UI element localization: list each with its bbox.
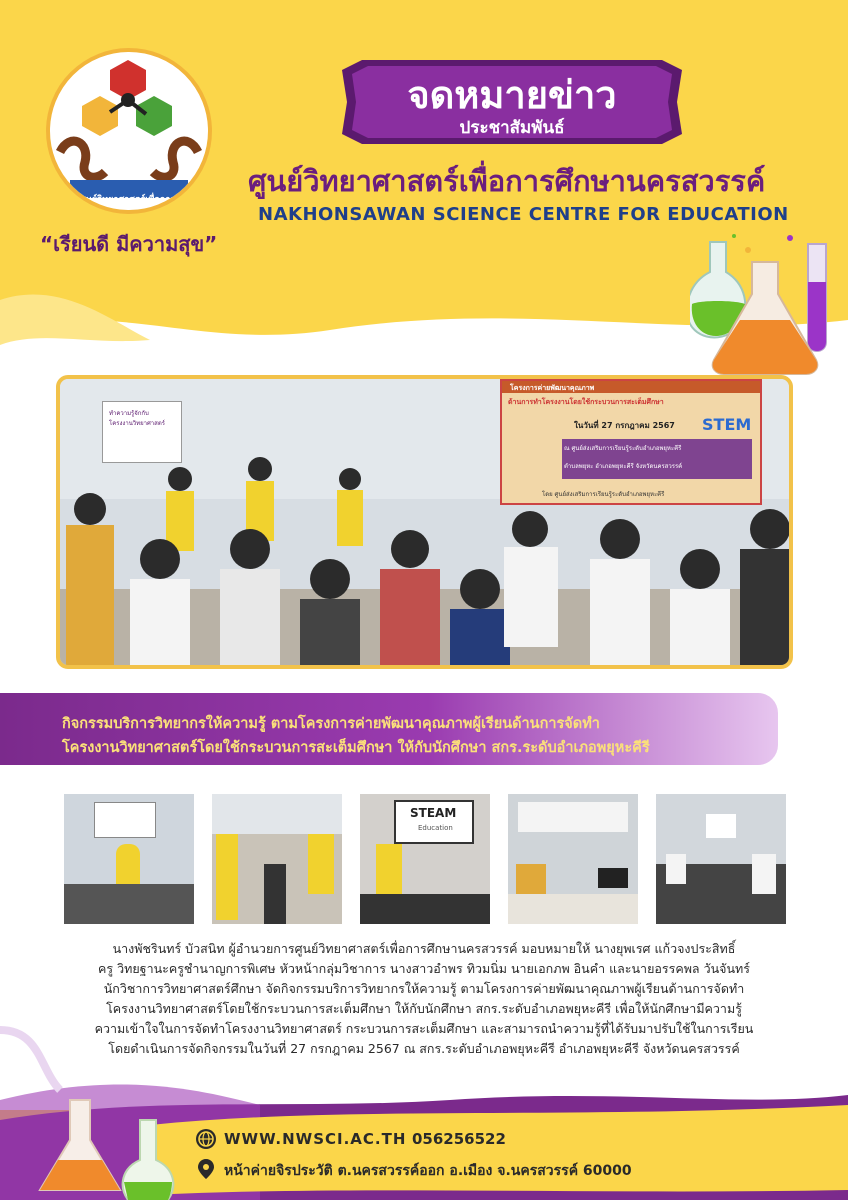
gallery-photo-1 xyxy=(61,791,197,927)
org-name-en: NAKHONSAWAN SCIENCE CENTRE FOR EDUCATION xyxy=(258,204,789,225)
slide-title-2: โครงงานวิทยาศาสตร์ xyxy=(109,420,165,427)
body-line: โครงงานวิทยาศาสตร์โดยใช้กระบวนการสะเต็มศึกษา ให้กับนักศึกษา สกร.ระดับอำเภอพยุหะคีรี เพื่อให้นักศึกษามีความรู้ xyxy=(106,1001,742,1016)
gallery-photo-4 xyxy=(505,791,641,927)
banner-place: ณ ศูนย์ส่งเสริมการเรียนรู้ระดับอำเภอพยุหะคีรี xyxy=(564,445,682,452)
banner-date: ในวันที่ 27 กรกฎาคม 2567 xyxy=(574,421,675,430)
banner-line-2: ด้านการทำโครงงานโดยใช้กระบวนการสะเต็มศึกษา xyxy=(508,398,664,406)
steam-label: STEAM xyxy=(410,806,457,820)
address: หน้าค่ายจิรประวัติ ต.นครสวรรค์ออก อ.เมือง จ.นครสวรรค์ 60000 xyxy=(224,1163,632,1179)
banner-place-2: ตำบลพยุหะ อำเภอพยุหะคีรี จังหวัดนครสวรรค์ xyxy=(564,463,683,470)
body-line: ครู วิทยฐานะครูชำนาญการพิเศษ หัวหน้ากลุ่มวิชาการ นางสาวอำพร ทิวมนิ่ม นายเอกภพ อินคำ และนายอรรคพล วันจันทร์ xyxy=(98,961,750,976)
gallery-photo-2 xyxy=(209,791,345,927)
body-line: ความเข้าใจในการจัดทำโครงงานวิทยาศาสตร์ กระบวนการสะเต็มศึกษา และสามารถนำความรู้ที่ได้รับมาปรับใช้ในการเรียน xyxy=(94,1021,754,1036)
steam-screen xyxy=(394,800,474,844)
globe-icon xyxy=(196,1129,216,1149)
body-line: นักวิชาการวิทยาศาสตร์ศึกษา จัดกิจกรรมบริการวิทยากรให้ความรู้ ตามโครงการค่ายพัฒนาคุณภาพผู้เรียนด้านการจัดทำ xyxy=(103,981,745,996)
headline-line-1: กิจกรรมบริการวิทยากรให้ความรู้ ตามโครงการค่ายพัฒนาคุณภาพผู้เรียนด้านการจัดทำ xyxy=(62,716,600,732)
phone-number: 056256522 xyxy=(412,1130,506,1148)
logo xyxy=(46,48,212,214)
location-pin-icon xyxy=(196,1158,216,1180)
body-line: โดยดำเนินการจัดกิจกรรมในวันที่ 27 กรกฎาคม 2567 ณ สกร.ระดับอำเภอพยุหะคีรี อำเภอพยุหะคีรี จังหวัดนครสวรรค์ xyxy=(108,1041,740,1056)
newsletter-banner xyxy=(342,60,682,144)
gallery-photo-5 xyxy=(653,791,789,927)
banner-line-1: โครงการค่ายพัฒนาคุณภาพ xyxy=(510,384,595,392)
slide-title-1: ทำความรู้จักกับ xyxy=(109,410,149,417)
gallery-photo-3 xyxy=(357,791,493,927)
website-link[interactable]: WWW.NWSCI.AC.TH xyxy=(224,1130,407,1148)
flask-icons xyxy=(690,232,840,380)
body-line: นางพัชรินทร์ บัวสนิท ผู้อำนวยการศูนย์วิทยาศาสตร์เพื่อการศึกษานครสวรรค์ มอบหมายให้ นางยุพเรศ แก้วจงประสิทธิ์ xyxy=(112,941,736,956)
banner-by: โดย ศูนย์ส่งเสริมการเรียนรู้ระดับอำเภอพยุหะคีรี xyxy=(542,491,665,498)
headline-line-2: โครงงานวิทยาศาสตร์โดยใช้กระบวนการสะเต็มศึกษา ให้กับนักศึกษา สกร.ระดับอำเภอพยุหะคีรี xyxy=(62,740,650,756)
banner-title: จดหมายข่าว xyxy=(407,73,617,117)
slogan: “เรียนดี มีความสุข” xyxy=(40,232,218,256)
steam-sub: Education xyxy=(418,824,453,832)
logo-text: ศูนย์วิทยาศาสตร์เพื่อการศึกษา xyxy=(80,195,198,205)
stem-logo: STEM xyxy=(702,415,752,434)
audience-illustration xyxy=(60,439,793,669)
main-photo xyxy=(56,375,793,669)
banner-subtitle: ประชาสัมพันธ์ xyxy=(459,118,565,138)
lab-glassware-icon xyxy=(0,1010,190,1200)
org-name-th: ศูนย์วิทยาศาสตร์เพื่อการศึกษานครสวรรค์ xyxy=(248,164,766,198)
molecule-dragon-icon xyxy=(50,52,208,210)
